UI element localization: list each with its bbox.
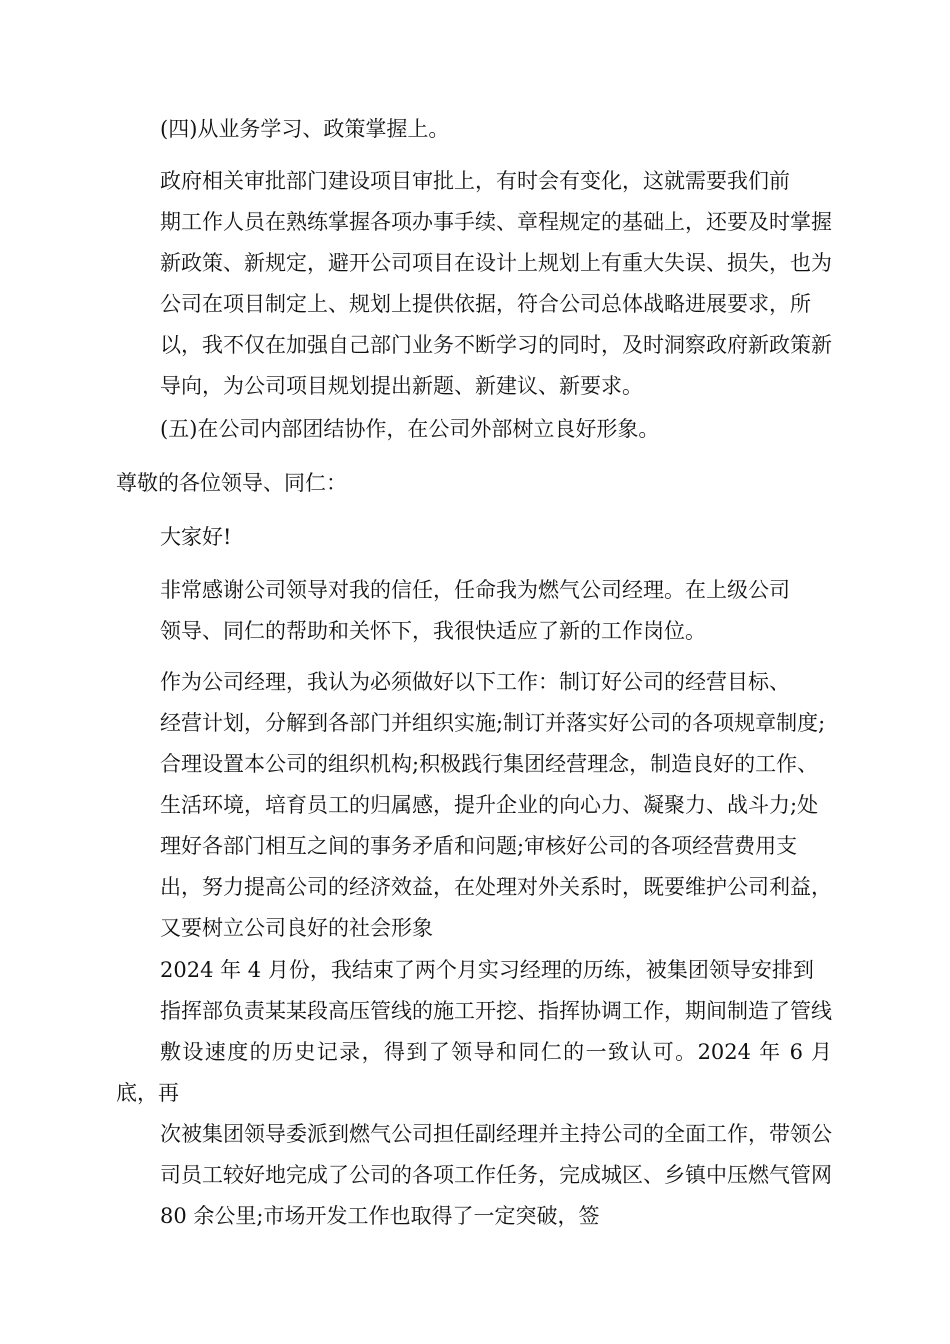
greeting xyxy=(116,517,832,558)
text-line: 领导、同仁的帮助和关怀下，我很快适应了新的工作岗位。 xyxy=(160,619,706,643)
text-line: 大家好! xyxy=(160,525,232,549)
text-line: 导向，为公司项目规划提出新题、新建议、新要求。 xyxy=(160,374,643,398)
text-line: 指挥部负责某某段高压管线的施工开挖、指挥协调工作，期间制造了管线 xyxy=(160,999,832,1023)
text-line: 合理设置本公司的组织机构;积极践行集团经营理念，制造良好的工作、 xyxy=(160,752,819,776)
duties-paragraph xyxy=(116,662,832,949)
text-line: 敷设速度的历史记录，得到了领导和同仁的一致认可。2024 年 6 月底，再 xyxy=(116,1040,832,1105)
thanks-paragraph xyxy=(116,570,832,652)
text-line: 经营计划，分解到各部门并组织实施;制订并落实好公司的各项规章制度; xyxy=(160,711,826,735)
policy-paragraph xyxy=(116,161,832,407)
text-line: 作为公司经理，我认为必须做好以下工作：制订好公司的经营目标、 xyxy=(160,670,790,694)
text-line: 公司在项目制定上、规划上提供依据，符合公司总体战略进展要求，所 xyxy=(160,292,811,316)
text-line: 非常感谢公司领导对我的信任，任命我为燃气公司经理。在上级公司 xyxy=(160,578,790,602)
salutation xyxy=(116,463,832,504)
history-paragraph xyxy=(116,950,832,1237)
text-line: 又要树立公司良好的社会形象 xyxy=(160,916,433,940)
text-line: 政府相关审批部门建设项目审批上，有时会有变化，这就需要我们前 xyxy=(160,169,790,193)
text-line: 出，努力提高公司的经济效益，在处理对外关系时，既要维护公司利益， xyxy=(160,875,832,899)
text-line: (四)从业务学习、政策掌握上。 xyxy=(160,117,450,141)
text-line: 次被集团领导委派到燃气公司担任副经理并主持公司的全面工作，带领公 xyxy=(160,1122,832,1146)
text-line: 80 余公里;市场开发工作也取得了一定突破，签 xyxy=(160,1204,600,1228)
text-line: 期工作人员在熟练掌握各项办事手续、章程规定的基础上，还要及时掌握 xyxy=(160,210,832,234)
text-line: 新政策、新规定，避开公司项目在设计上规划上有重大失误、损失，也为 xyxy=(160,251,832,275)
text-line: 尊敬的各位领导、同仁： xyxy=(116,471,347,495)
text-line: 以，我不仅在加强自己部门业务不断学习的同时，及时洞察政府新政策新 xyxy=(160,333,832,357)
section-heading-4 xyxy=(116,109,832,150)
text-line: (五)在公司内部团结协作，在公司外部树立良好形象。 xyxy=(160,417,660,441)
section-heading-5 xyxy=(116,409,832,450)
text-line: 2024 年 4 月份，我结束了两个月实习经理的历练，被集团领导安排到 xyxy=(160,958,814,982)
text-line: 司员工较好地完成了公司的各项工作任务，完成城区、乡镇中压燃气管网 xyxy=(160,1163,832,1187)
text-line: 理好各部门相互之间的事务矛盾和问题;审核好公司的各项经营费用支 xyxy=(160,834,798,858)
text-line: 生活环境，培育员工的归属感，提升企业的向心力、凝聚力、战斗力;处 xyxy=(160,793,819,817)
